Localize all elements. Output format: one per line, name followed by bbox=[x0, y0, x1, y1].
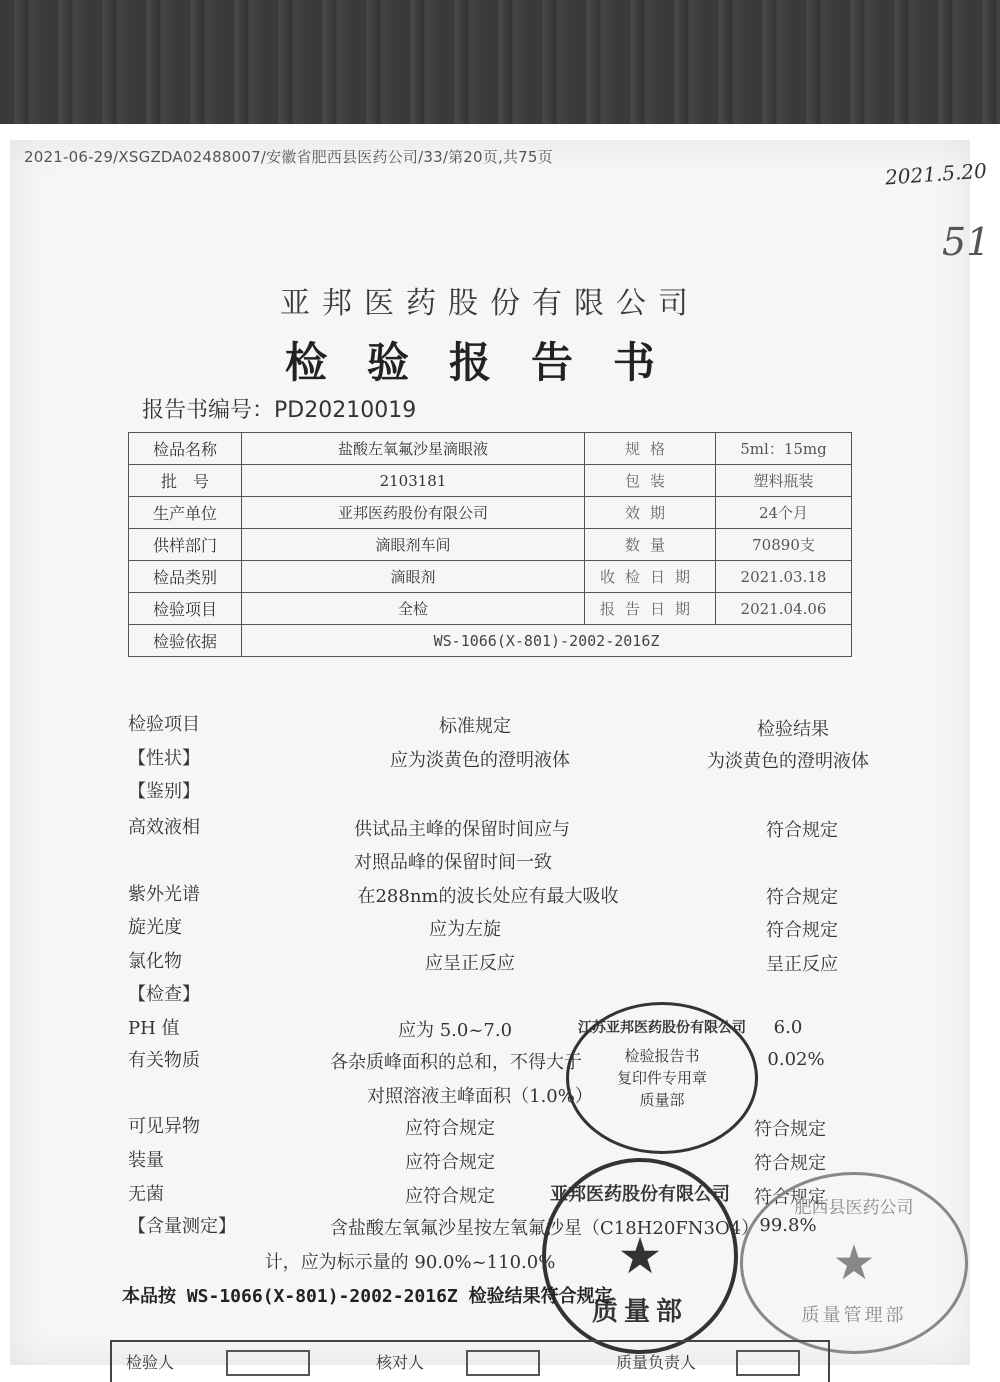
company-quality-stamp bbox=[542, 1158, 738, 1354]
company-name: 亚邦医药股份有限公司 bbox=[280, 286, 700, 321]
info-value: 全检 bbox=[242, 593, 585, 625]
result-item: 无菌 bbox=[128, 1184, 164, 1205]
info-label: 检品类别 bbox=[129, 561, 242, 593]
info-value: 滴眼剂 bbox=[242, 561, 585, 593]
result-value: 符合规定 bbox=[754, 1153, 826, 1174]
result-standard: 应为左旋 bbox=[429, 919, 501, 940]
result-standard: 供试品主峰的保留时间应与 bbox=[354, 819, 570, 840]
info-value: 塑料瓶装 bbox=[716, 465, 852, 497]
result-value: 呈正反应 bbox=[766, 954, 838, 975]
scanner-band bbox=[0, 0, 1000, 124]
info-value: 滴眼剂车间 bbox=[242, 529, 585, 561]
result-value: 符合规定 bbox=[766, 820, 838, 841]
result-standard: 应呈正反应 bbox=[425, 953, 515, 974]
info-label: 批 号 bbox=[129, 465, 242, 497]
stamp-dept: 质量部 bbox=[591, 1297, 688, 1327]
result-standard: 应为淡黄色的澄明液体 bbox=[390, 750, 570, 771]
result-item: 【性状】 bbox=[128, 748, 200, 769]
info-value: 亚邦医药股份有限公司 bbox=[242, 497, 585, 529]
result-value: 为淡黄色的澄明液体 bbox=[707, 751, 869, 772]
info-value: 盐酸左氧氟沙星滴眼液 bbox=[242, 433, 585, 465]
result-item: PH 值 bbox=[128, 1018, 180, 1039]
stamp-arc-text: 江苏亚邦医药股份有限公司 bbox=[578, 1020, 746, 1036]
result-value: 99.8% bbox=[759, 1215, 817, 1236]
checker-label: 核对人 bbox=[376, 1353, 425, 1372]
info-label: 供样部门 bbox=[129, 529, 242, 561]
receiver-quality-stamp bbox=[740, 1172, 968, 1354]
info-value: 2021.03.18 bbox=[716, 561, 852, 593]
basis-value: WS-1066(X-801)-2002-2016Z bbox=[242, 625, 852, 657]
result-item: 紫外光谱 bbox=[128, 884, 200, 905]
inspector-label: 检验人 bbox=[126, 1353, 175, 1372]
stamp-line: 质量部 bbox=[639, 1091, 685, 1109]
result-item: 可见异物 bbox=[128, 1116, 200, 1137]
info-label: 规格 bbox=[585, 433, 716, 465]
scan-header-line: 2021-06-29/XSGZDA02488007/安徽省肥西县医药公司/33/第20页,共75页 bbox=[24, 148, 553, 166]
info-label: 生产单位 bbox=[129, 497, 242, 529]
info-label: 报告日期 bbox=[585, 593, 716, 625]
conclusion: 本品按 WS-1066(X-801)-2002-2016Z 检验结果符合规定 bbox=[122, 1286, 613, 1307]
result-item: 【含量测定】 bbox=[128, 1216, 236, 1237]
info-label: 检品名称 bbox=[129, 433, 242, 465]
info-value: 24个月 bbox=[716, 497, 852, 529]
result-value: 符合规定 bbox=[766, 887, 838, 908]
stamp-line: 检验报告书 bbox=[624, 1047, 700, 1065]
quality-lead-signature bbox=[736, 1350, 800, 1376]
document-page bbox=[10, 140, 991, 1372]
result-value: 6.0 bbox=[773, 1017, 803, 1038]
result-item: 【鉴别】 bbox=[128, 781, 200, 802]
result-item: 【检查】 bbox=[128, 984, 200, 1005]
signature-row bbox=[110, 1340, 830, 1382]
result-standard: 对照溶液主峰面积（1.0%） bbox=[367, 1086, 593, 1107]
results-header-result: 检验结果 bbox=[757, 719, 829, 740]
info-label: 效期 bbox=[585, 497, 716, 529]
info-value: 5ml：15mg bbox=[716, 433, 852, 465]
stamp-arc-text: 肥西县医药公司 bbox=[794, 1198, 914, 1218]
star-icon: ★ bbox=[617, 1227, 663, 1285]
result-standard: 应符合规定 bbox=[405, 1186, 495, 1207]
info-label: 收检日期 bbox=[585, 561, 716, 593]
result-item: 有关物质 bbox=[128, 1050, 200, 1071]
result-value: 符合规定 bbox=[754, 1187, 826, 1208]
info-value: 70890支 bbox=[716, 529, 852, 561]
result-value: 符合规定 bbox=[766, 920, 838, 941]
result-item: 氯化物 bbox=[128, 951, 182, 972]
handwritten-number: 51 bbox=[942, 220, 991, 264]
info-label: 数量 bbox=[585, 529, 716, 561]
inspection-copy-stamp bbox=[566, 1002, 758, 1154]
result-item: 装量 bbox=[128, 1150, 164, 1171]
stamp-line: 复印件专用章 bbox=[616, 1069, 707, 1087]
info-value: 2103181 bbox=[242, 465, 585, 497]
star-icon: ★ bbox=[832, 1235, 876, 1291]
result-item: 旋光度 bbox=[128, 917, 182, 938]
inspector-signature bbox=[226, 1350, 310, 1376]
results-header-standard: 标准规定 bbox=[439, 716, 511, 737]
result-standard: 计，应为标示量的 90.0%~110.0% bbox=[264, 1252, 556, 1273]
info-value: 2021.04.06 bbox=[716, 593, 852, 625]
info-label: 检验项目 bbox=[129, 593, 242, 625]
stamp-arc-text: 亚邦医药股份有限公司 bbox=[550, 1184, 730, 1205]
result-standard: 含盐酸左氧氟沙星按左氧氟沙星（C18H20FN3O4） bbox=[330, 1218, 760, 1239]
stamp-dept: 质量管理部 bbox=[801, 1305, 907, 1326]
result-value: 0.02% bbox=[767, 1049, 825, 1070]
result-standard: 应为 5.0~7.0 bbox=[397, 1020, 513, 1041]
basis-label: 检验依据 bbox=[129, 625, 242, 657]
checker-signature bbox=[466, 1350, 540, 1376]
result-standard: 对照品峰的保留时间一致 bbox=[354, 852, 552, 873]
quality-lead-label: 质量负责人 bbox=[616, 1353, 697, 1372]
result-value: 符合规定 bbox=[754, 1119, 826, 1140]
report-number-label: 报告书编号： bbox=[142, 398, 275, 423]
info-label: 包装 bbox=[585, 465, 716, 497]
result-standard: 应符合规定 bbox=[405, 1152, 495, 1173]
handwritten-date: 2021.5.20 bbox=[884, 158, 988, 190]
result-standard: 应符合规定 bbox=[405, 1118, 495, 1139]
report-number-value: PD20210019 bbox=[274, 398, 417, 423]
document-title: 检验报告书 bbox=[284, 338, 695, 387]
result-standard: 在288nm的波长处应有最大吸收 bbox=[357, 886, 619, 907]
results-header-item: 检验项目 bbox=[128, 714, 200, 735]
result-item: 高效液相 bbox=[128, 817, 200, 838]
result-standard: 各杂质峰面积的总和，不得大于 bbox=[330, 1052, 582, 1073]
